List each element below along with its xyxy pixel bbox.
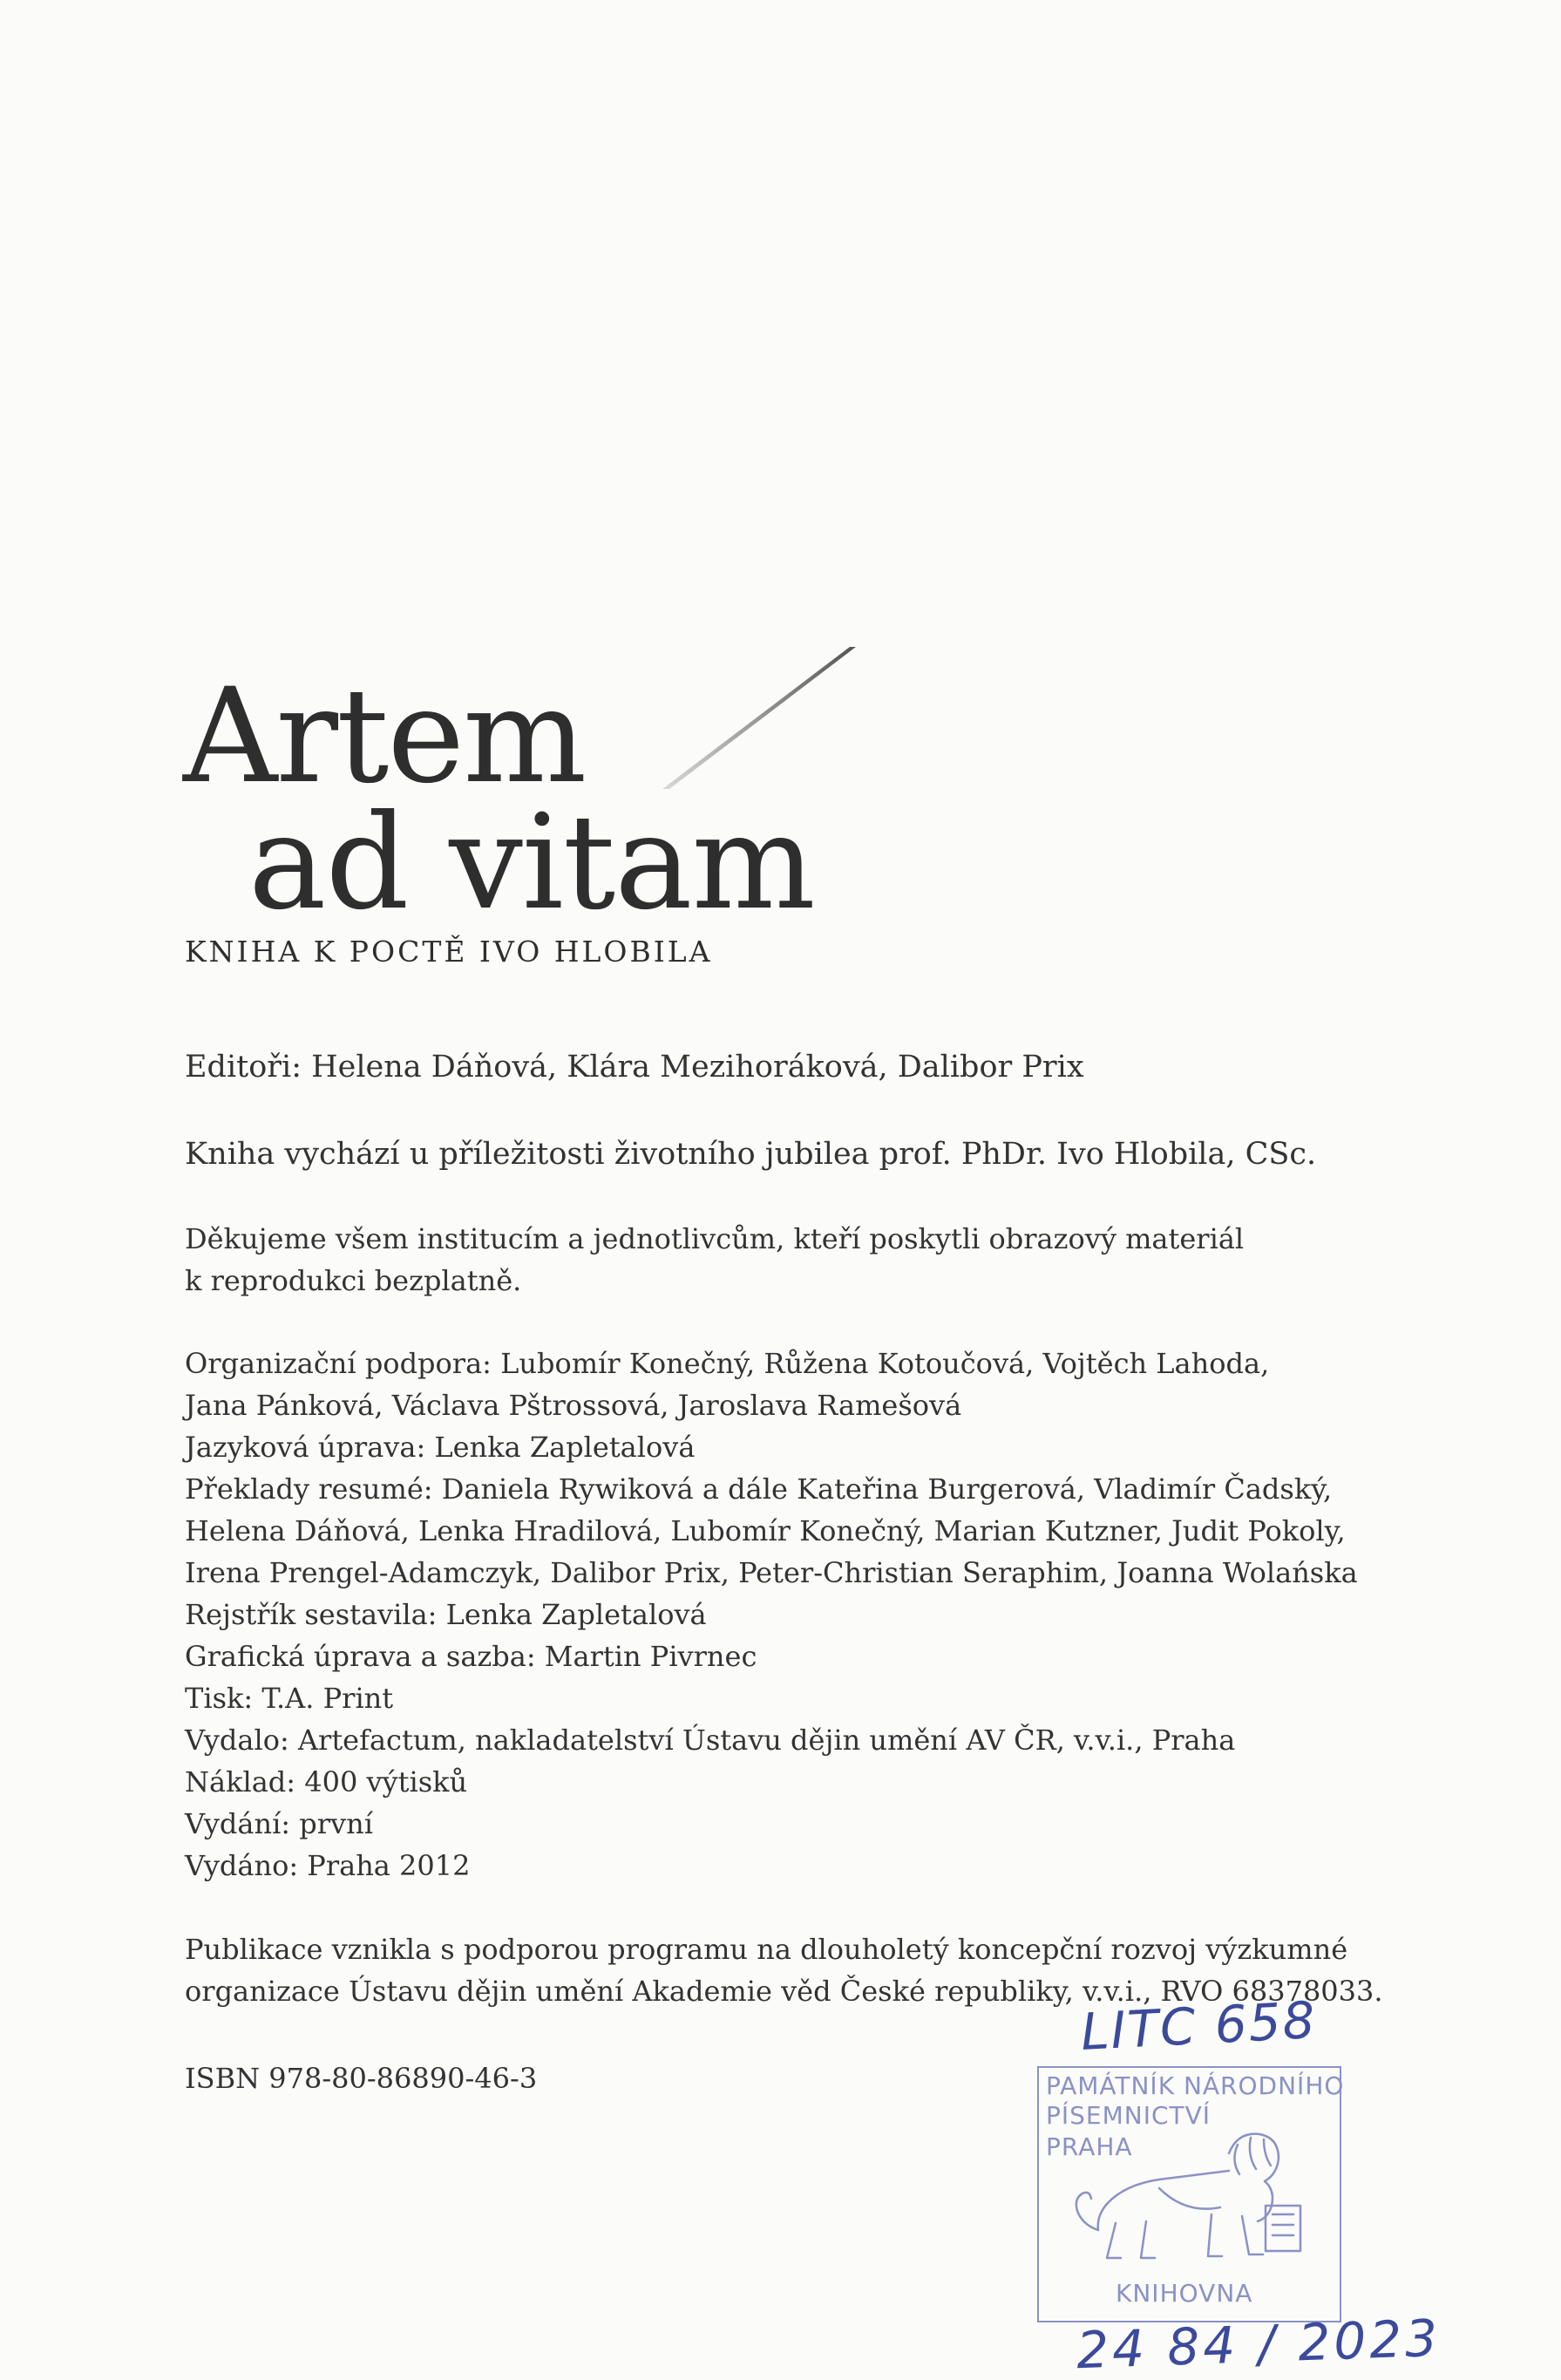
credit-line: Rejstřík sestavila: Lenka Zapletalová — [185, 1598, 707, 1631]
credit-line: Organizační podpora: Lubomír Konečný, Růžena Kotoučová, Vojtěch Lahoda, — [185, 1347, 1270, 1380]
accession-number-handwritten: 24 84 / 2023 — [1075, 2308, 1442, 2380]
stamp-text-line: KNIHOVNA — [1116, 2279, 1253, 2308]
stamp-text-line: PÍSEMNICTVÍ — [1046, 2101, 1211, 2130]
credit-line: Irena Prengel-Adamczyk, Dalibor Prix, Peter-Christian Seraphim, Joanna Wolańska — [185, 1556, 1358, 1589]
occasion-line: Kniha vychází u příležitosti životního jubilea prof. PhDr. Ivo Hlobila, CSc. — [185, 1137, 1317, 1172]
book-title-line1: Artem — [183, 661, 586, 813]
credit-line: Tisk: T.A. Print — [185, 1682, 394, 1715]
text-line: k reprodukci bezplatně. — [185, 1264, 522, 1297]
editors-line: Editoři: Helena Dáňová, Klára Mezihoráková, Dalibor Prix — [185, 1050, 1084, 1085]
lion-emblem-icon — [1063, 2118, 1325, 2284]
credit-line: Náklad: 400 výtisků — [185, 1765, 468, 1799]
book-title-line2: ad vitam — [248, 787, 815, 939]
credit-line: Jana Pánková, Václava Pštrossová, Jaroslava Ramešová — [185, 1389, 962, 1422]
credit-line: Helena Dáňová, Lenka Hradilová, Lubomír Konečný, Marian Kutzner, Judit Pokoly, — [185, 1514, 1346, 1547]
credit-line: Vydalo: Artefactum, nakladatelství Ústavu dějin umění AV ČR, v.v.i., Praha — [185, 1724, 1236, 1757]
book-subtitle: KNIHA K POCTĚ IVO HLOBILA — [185, 935, 713, 969]
text-line: Děkujeme všem institucím a jednotlivcům, kteří poskytli obrazový materiál — [185, 1222, 1245, 1255]
text-line: organizace Ústavu dějin umění Akademie věd České republiky, v.v.i., RVO 68378033. — [185, 1975, 1383, 2008]
thanks-paragraph — [185, 1218, 1405, 1302]
credit-line: Grafická úprava a sazba: Martin Pivrnec — [185, 1640, 757, 1673]
isbn-line: ISBN 978-80-86890-46-3 — [185, 2062, 538, 2095]
text-line: Publikace vznikla s podporou programu na dlouholetý koncepční rozvoj výzkumné — [185, 1933, 1348, 1966]
credits-list — [185, 1343, 1405, 1887]
credit-line: Jazyková úprava: Lenka Zapletalová — [185, 1431, 696, 1464]
credit-line: Překlady resumé: Daniela Rywiková a dále Kateřina Burgerová, Vladimír Čadský, — [185, 1472, 1333, 1506]
credit-line: Vydáno: Praha 2012 — [185, 1849, 471, 1882]
stamp-text-line: PAMÁTNÍK NÁRODNÍHO — [1046, 2071, 1345, 2100]
call-number-handwritten: LITC 658 — [1079, 1989, 1319, 2063]
credit-line: Vydání: první — [185, 1807, 373, 1840]
stamp-text-line: PRAHA — [1046, 2132, 1133, 2161]
